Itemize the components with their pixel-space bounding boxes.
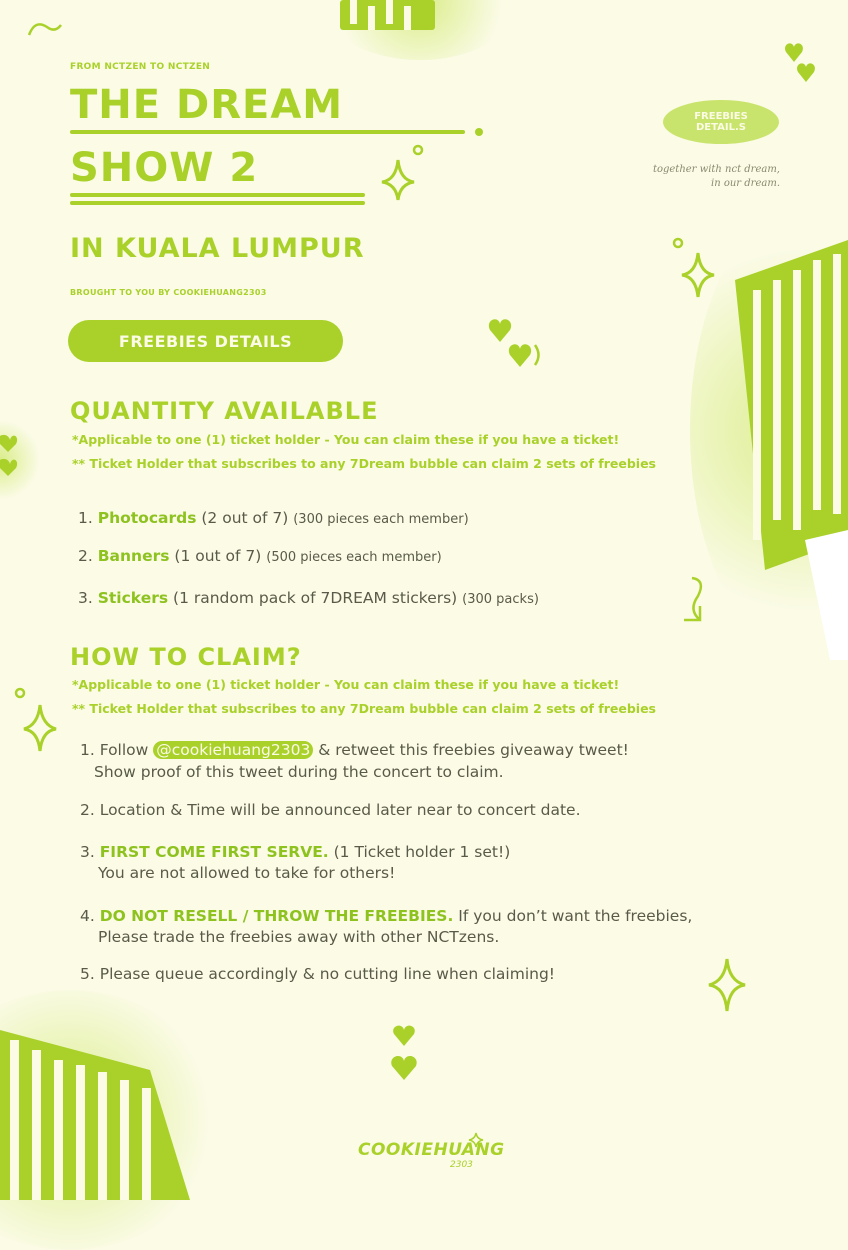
subtitle: IN KUALA LUMPUR xyxy=(70,233,365,264)
sparkle-icon xyxy=(670,235,720,305)
item-detail: (2 out of 7) xyxy=(196,509,294,527)
badge-line-2: DETAIL.S xyxy=(695,122,746,133)
claim-step-3-line-2: You are not allowed to take for others! xyxy=(98,864,396,882)
claim-step-2: 2. Location & Time will be announced later near to concert date. xyxy=(80,801,581,819)
quantity-note-2: ** Ticket Holder that subscribes to any 7Dream bubble can claim 2 sets of freebies xyxy=(72,456,656,471)
hearts-icon xyxy=(380,1018,440,1088)
title-underline xyxy=(70,193,365,197)
brought-by: BROUGHT TO YOU BY COOKIEHUANG2303 xyxy=(70,288,267,297)
tagline-line-2: in our dream. xyxy=(711,178,780,189)
twitter-handle-link[interactable]: @cookiehuang2303 xyxy=(153,741,313,759)
lightstick-top-decoration xyxy=(330,0,440,34)
item-detail: (1 out of 7) xyxy=(169,547,267,565)
item-number: 1. xyxy=(78,509,93,527)
quantity-item xyxy=(78,586,539,612)
footer-logo: COOKIEHUANG xyxy=(358,1140,505,1160)
item-number: 3. xyxy=(78,589,93,607)
badge-line-1: FREEBIES xyxy=(694,111,748,122)
title-underline xyxy=(70,201,365,205)
hearts-icon xyxy=(0,430,20,480)
quantity-title: QUANTITY AVAILABLE xyxy=(70,397,379,425)
quantity-item xyxy=(78,544,442,570)
swirl-arrow-icon xyxy=(670,570,720,630)
tagline-line-1: together with nct dream, xyxy=(652,164,780,175)
claim-note-1: *Applicable to one (1) ticket holder - You can claim these if you have a ticket! xyxy=(72,677,620,692)
sparkle-icon xyxy=(705,955,750,1015)
item-quantity: (300 packs) xyxy=(462,592,539,607)
step-number: 3. xyxy=(80,843,100,861)
item-name: Banners xyxy=(97,547,170,565)
claim-step-5: 5. Please queue accordingly & no cutting line when claiming! xyxy=(80,965,556,983)
step-text: (1 Ticket holder 1 set!) xyxy=(328,843,511,861)
item-name: Stickers xyxy=(97,589,169,607)
step-emphasis: DO NOT RESELL / THROW THE FREEBIES. xyxy=(99,907,454,925)
claim-step-1-line-2: Show proof of this tweet during the concert to claim. xyxy=(94,763,504,781)
quantity-item xyxy=(78,506,469,532)
sparkle-icon xyxy=(10,685,60,755)
tagline xyxy=(600,163,780,191)
swirl-icon xyxy=(25,15,65,45)
hearts-icon xyxy=(778,38,828,88)
lightstick-right-decoration xyxy=(735,240,848,660)
step-text: 1. Follow xyxy=(80,741,154,759)
claim-title: HOW TO CLAIM? xyxy=(70,643,302,671)
lightstick-bottom-left-decoration xyxy=(0,1010,200,1200)
step-text: & retweet this freebies giveaway tweet! xyxy=(313,741,629,759)
from-line: FROM NCTZEN TO NCTZEN xyxy=(70,62,211,72)
sparkle-icon xyxy=(378,142,428,202)
claim-note-2: ** Ticket Holder that subscribes to any 7Dream bubble can claim 2 sets of freebies xyxy=(72,701,656,716)
item-name: Photocards xyxy=(97,509,197,527)
title-line-2: SHOW 2 xyxy=(70,145,259,191)
hearts-icon xyxy=(480,310,550,380)
item-quantity: (300 pieces each member) xyxy=(293,512,469,527)
item-number: 2. xyxy=(78,547,93,565)
item-detail: (1 random pack of 7DREAM stickers) xyxy=(168,589,463,607)
quantity-note-1: *Applicable to one (1) ticket holder - You can claim these if you have a ticket! xyxy=(72,432,620,447)
title-underline xyxy=(70,130,465,134)
footer-logo-sub: 2303 xyxy=(450,1160,473,1170)
title-line-1: THE DREAM xyxy=(70,82,344,128)
claim-step-4-line-2: Please trade the freebies away with other NCTzens. xyxy=(98,928,500,946)
freebies-details-pill: FREEBIES DETAILS xyxy=(68,320,343,362)
step-emphasis: FIRST COME FIRST SERVE. xyxy=(99,843,329,861)
freebies-badge xyxy=(663,100,779,144)
step-number: 4. xyxy=(80,907,100,925)
title-underline-dot xyxy=(475,128,483,136)
step-text: If you don’t want the freebies, xyxy=(453,907,693,925)
item-quantity: (500 pieces each member) xyxy=(266,550,442,565)
